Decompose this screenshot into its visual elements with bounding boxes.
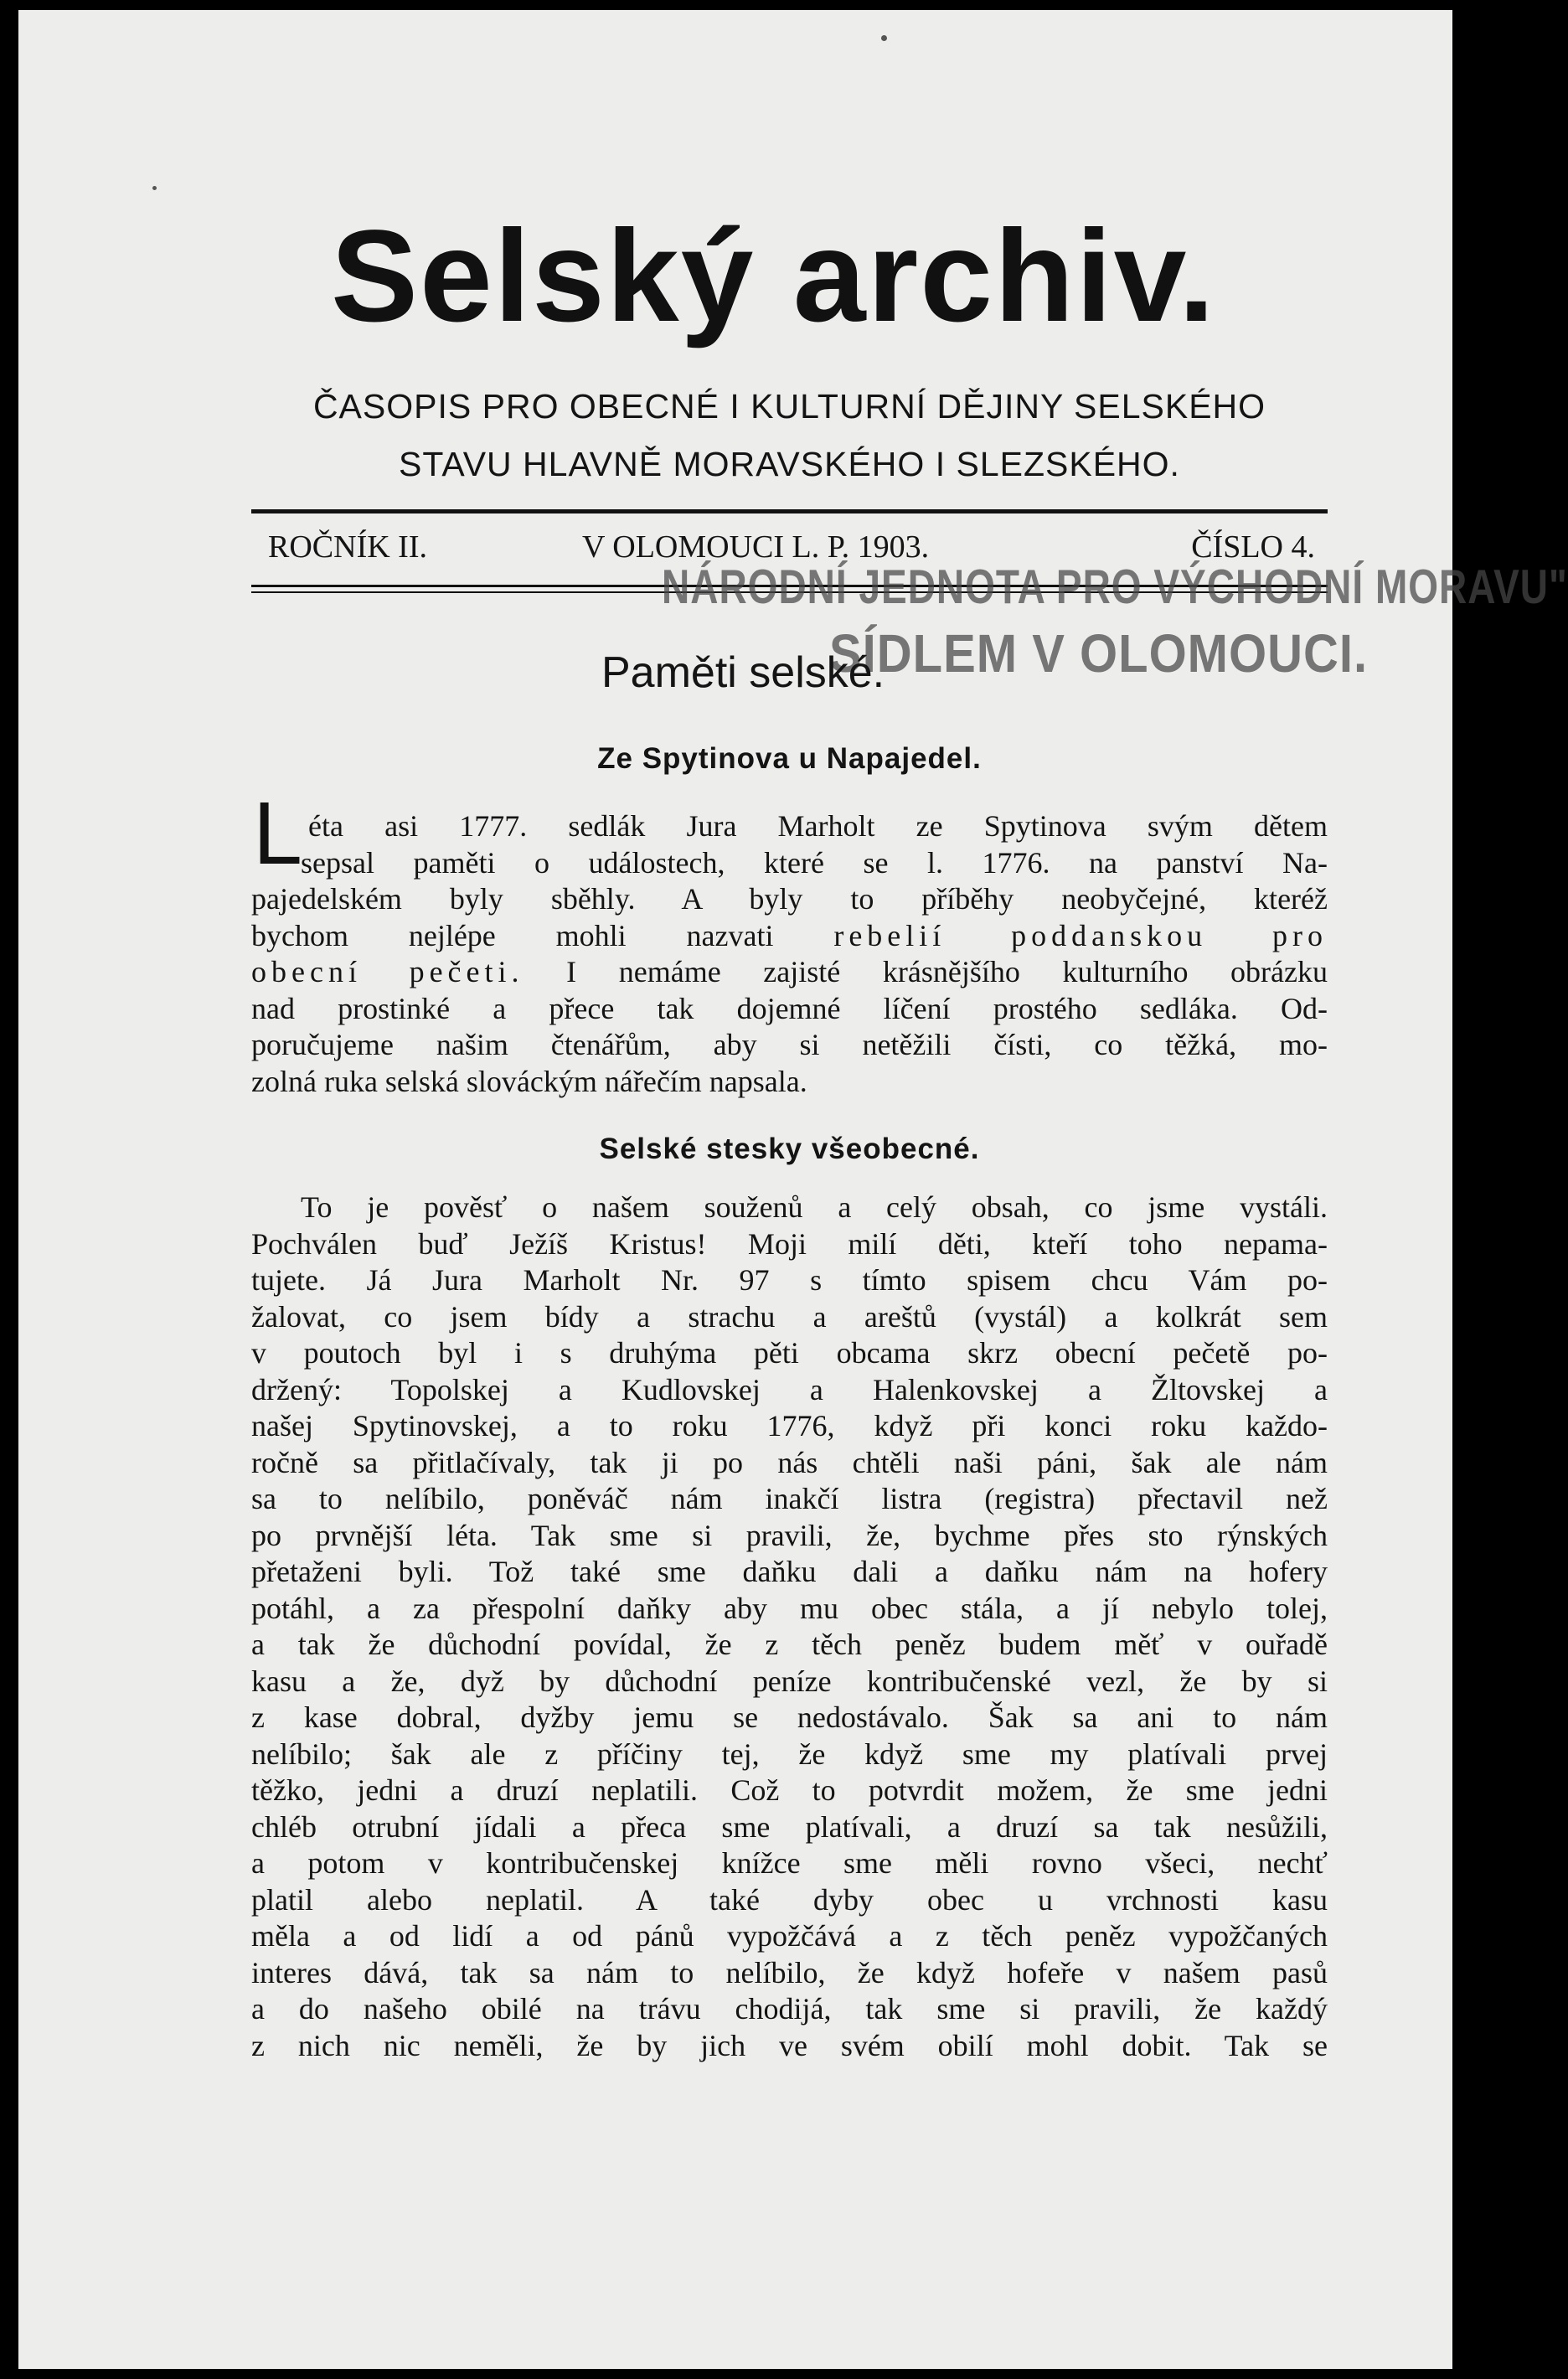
text-line: tujete. Já Jura Marholt Nr. 97 s tímto spisem chcu Vám po-	[251, 1263, 1328, 1297]
text-line: a tak že důchodní povídal, že z těch peněz budem měť v ouřadě	[251, 1628, 1328, 1661]
text-line: ročně sa přitlačívaly, tak ji po nás chtěli naši páni, šak ale nám	[251, 1445, 1328, 1479]
text-line	[251, 954, 1328, 991]
issue-number: ČÍSLO 4.	[1191, 529, 1315, 565]
text-line: z nich nic neměli, že by jich ve svém obilí mohl dobit. Tak se	[251, 2028, 1328, 2062]
issue-place-year: V OLOMOUCI L. P. 1903.	[582, 529, 930, 565]
spaced-emphasis: rebelií poddanskou pro	[833, 918, 1328, 952]
text-line: přetaženi byli. Tož také sme daňku dali a daňku nám na hofery	[251, 1555, 1328, 1588]
document-page	[18, 10, 1568, 2369]
spaced-emphasis: obecní pečeti.	[251, 955, 524, 988]
text-line: těžko, jedni a druzí neplatili. Což to potvrdit možem, že sme jedni	[251, 1773, 1328, 1807]
article-heading: Selské stesky všeobecné.	[599, 1133, 980, 1165]
text-line: a do našeho obilé na trávu chodijá, tak sme si pravili, že každý	[251, 1992, 1328, 2026]
speck-mark	[881, 35, 887, 41]
text-line: platil alebo neplatil. A také dyby obec u vrchnosti kasu	[251, 1882, 1328, 1917]
section-title: Paměti selské.	[601, 648, 885, 697]
speck-mark	[152, 186, 157, 190]
intro-paragraph	[251, 808, 1328, 1100]
text-line: nad prostinké a přece tak dojemné líčení prostého sedláka. Od-	[251, 991, 1328, 1025]
issue-volume: ROČNÍK II.	[268, 529, 427, 565]
journal-subtitle-line-2: STAVU HLAVNĚ MORAVSKÉHO I SLEZSKÉHO.	[399, 445, 1180, 483]
text-line: po prvnější léta. Tak sme si pravili, že, bychme přes sto rýnských	[251, 1518, 1328, 1552]
text-line: z kase dobral, dyžby jemu se nedostávalo. Šak sa ani to nám	[251, 1700, 1328, 1734]
text-line: potáhl, a za přespolní daňky aby mu obec stála, a jí nebylo tolej,	[251, 1591, 1328, 1625]
article-heading: Ze Spytinova u Napajedel.	[597, 742, 982, 775]
drop-cap: L	[253, 784, 302, 883]
text-line: To je pověsť o našem souženů a celý obsah, co jsme vystáli.	[301, 1190, 1328, 1224]
text-line: éta asi 1777. sedlák Jura Marholt ze Spytinova svým dětem	[308, 809, 1328, 843]
library-stamp-line-2: SÍDLEM V OLOMOUCI.	[829, 623, 1369, 684]
text-line: chléb otrubní jídali a přeca sme platívali, a druzí sa tak nesůžili,	[251, 1809, 1328, 1844]
text-line: zolná ruka selská slováckým nářečím napsala.	[251, 1064, 807, 1098]
text-line: a potom v kontribučenskej knížce sme měli rovno všeci, nechť	[251, 1846, 1328, 1880]
text-run: bychom nejlépe mohli nazvati	[251, 918, 774, 952]
text-line: poručujeme našim čtenářům, aby si netěžili čísti, co těžká, mo-	[251, 1028, 1328, 1061]
text-line: žalovat, co jsem bídy a strachu a areštů (vystál) a kolkrát sem	[251, 1299, 1328, 1334]
text-line: měla a od lidí a od pánů vypožčává a z těch peněz vypožčaných	[251, 1919, 1328, 1953]
text-line: sa to nelíbilo, poněváč nám inakčí listra (registra) přectavil než	[251, 1482, 1328, 1515]
text-line: nelíbilo; šak ale z příčiny tej, že když sme my platívali prvej	[251, 1737, 1328, 1771]
text-line: sepsal paměti o událostech, které se l. 1776. na panství Na-	[301, 845, 1328, 880]
text-line: držený: Topolskej a Kudlovskej a Halenkovskej a Žltovskej a	[251, 1372, 1328, 1406]
text-line: pajedelském byly sběhly. A byly to příběhy neobyčejné, kteréž	[251, 882, 1328, 916]
text-line: našej Spytinovskej, a to roku 1776, když při konci roku každo-	[251, 1409, 1328, 1442]
text-line: v poutoch byl i s druhýma pěti obcama skrz obecní pečetě po-	[251, 1336, 1328, 1370]
text-run: I nemáme zajisté krásnějšího kulturního obrázku	[566, 955, 1328, 988]
journal-title: Selský archiv.	[331, 204, 1217, 349]
body-paragraph	[251, 1190, 1328, 2064]
journal-subtitle-line-1: ČASOPIS PRO OBECNÉ I KULTURNÍ DĚJINY SELSKÉHO	[312, 387, 1266, 426]
header-rule-top	[251, 509, 1328, 513]
text-line: interes dává, tak sa nám to nelíbilo, že když hofeře v našem pasů	[251, 1955, 1328, 1989]
text-line	[251, 918, 1328, 955]
text-line: kasu a že, dyž by důchodní peníze kontribučenské vezl, že by si	[251, 1664, 1328, 1698]
library-stamp-line-1: NÁRODNÍ JEDNOTA PRO VÝCHODNÍ MORAVU"	[662, 559, 1568, 614]
text-line: Pochválen buď Ježíš Kristus! Moji milí děti, kteří toho nepama-	[251, 1226, 1328, 1261]
